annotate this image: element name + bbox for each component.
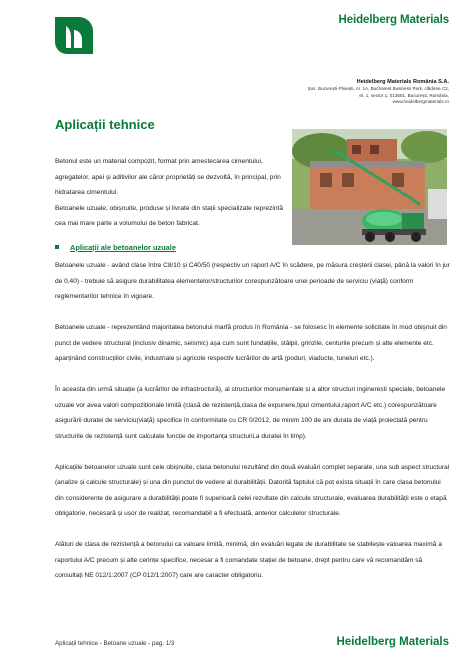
company-name: Heidelberg Materials România S.A.	[356, 79, 449, 85]
paragraph: În aceasta din urmă situație (a lucrărilor de infrastructură), al structurilor monumentale și a altor structuri inginerești speciale, betoanele uzuale vor avea valori compoziționale limită (clasă de rezistență,clasa de expunere,tipul cimentului,raport A/C etc.) corespunzătoare asigurării duratei de serviciu(viață) specifice în conformitate cu CR 0/2012, de minim 100 de ani durata de viață proiectată pentru structurile de rezistență sunt calculate funcție de importanța structurii,a duratei în timp).	[55, 386, 446, 440]
company-address	[308, 78, 449, 106]
brand-name-header: Heidelberg Materials	[338, 14, 449, 26]
intro-paragraph-1: Betonul este un material compozit, format prin amestecarea cimentului, agregatelor, apei și aditivilor ale căror proprietăți se dezvoltă, în principal, prin hidratarea cimentului.	[55, 158, 281, 196]
address-line-1: Șos. București-Ploiești, nr. 1A, Bucharest Business Park, clădirea C2,	[307, 86, 449, 91]
paragraph: Betoanele uzuale - având clase între C8/10 și C40/50 (respectiv un raport A/C în scădere, pe măsura creșterii clasei, până la valori în jur de 0,40) - trebuie să asigure durabilitatea elementelor/structurilor corespunzătoare unei perioade de serviciu (viață) conform reglementarilor tehnice în vigoare.	[55, 262, 450, 300]
body-text	[55, 258, 450, 599]
brand-name-footer: Heidelberg Materials	[336, 636, 449, 648]
intro-text	[55, 154, 285, 232]
intro-paragraph-2: Betoanele uzuale, obișnuite, produse și livrate din stații specializate reprezintă cea mai mare parte a volumului de beton fabricat.	[55, 204, 283, 227]
heidelberg-logo-icon	[55, 17, 93, 54]
construction-photo	[292, 129, 447, 245]
address-line-2: et. 1, sector 1, 013681, București, România,	[359, 92, 449, 98]
section-heading	[55, 243, 176, 252]
website-link[interactable]: www.heidelbergmaterials.ro	[392, 99, 449, 105]
paragraph: Alături de clasa de rezistență a betonului ca valoare limită, minimă, din evaluări legate de durabilitate se stabilește valoarea maximă a raportului A/C precum și alte cerințe specifice, necesar a fi comandate stației de betoane, drept pentru care vă recomandăm să consultați NE 012/1:2007 (CP 012/1:2007) care are caracter obligatoriu.	[55, 541, 442, 579]
paragraph: Aplicațiile betoanelor uzuale sunt cele obișnuite, clasa betonului rezultând din două evaluări complet separate, una sub aspect structural (analize și calcule structurale) și una din punctul de vedere al durabilității. Datorită faptului că pot exista situații în care clasa betonului din considerente de asigurare a durabilității poate fi superioară celei rezultate din calcule structurale, evaluarea durabilității este o etapă obligatorie, necesară și ușor de realizat, recomandabil a fi efectuată, anterior calculelor structurale.	[55, 463, 450, 517]
paragraph: Betoanele uzuale - reprezentând majoritatea betonului marfă produs în România - se folosesc în elemente solicitate în mod obișnuit din punct de vedere structural (inclusiv dinamic, seismic) așa cum sunt fundațiile, stâlpii, grinzile, centurile precum și alte elemente etc. aparținând construcțiilor civile, industriale și agricole respectiv lucrărilor de artă (poduri, viaducte, tuneluri etc.).	[55, 324, 447, 362]
bullet-icon	[55, 245, 59, 249]
section-title: Aplicații ale betoanelor uzuale	[70, 243, 176, 252]
footer-page-label: Aplicații tehnice - Betoane uzuale - pag. 1/3	[55, 640, 175, 647]
page-title: Aplicații tehnice	[55, 117, 155, 132]
